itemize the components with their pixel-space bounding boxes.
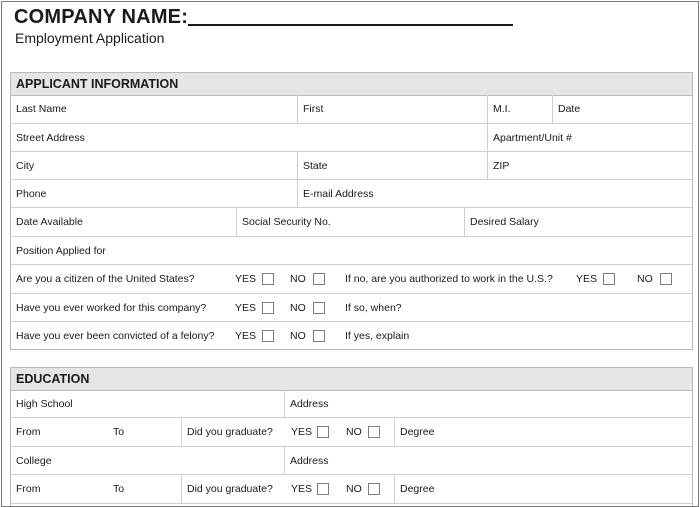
city-row bbox=[11, 152, 692, 180]
contact-row bbox=[11, 180, 692, 208]
high-school-graduate-field bbox=[181, 418, 395, 446]
high-school-degree-label: Degree bbox=[400, 426, 435, 438]
authorized-no-checkbox[interactable] bbox=[660, 273, 672, 285]
date-available-label: Date Available bbox=[16, 216, 83, 228]
education-section bbox=[10, 367, 693, 507]
college-grad-no-label: NO bbox=[346, 483, 362, 495]
worked-question: Have you ever worked for this company? bbox=[16, 302, 207, 314]
first-name-field[interactable] bbox=[297, 95, 488, 123]
high-school-from-field[interactable] bbox=[11, 418, 106, 446]
high-school-degree-field[interactable] bbox=[394, 418, 693, 446]
date-available-field[interactable] bbox=[11, 208, 236, 236]
high-school-label: High School bbox=[16, 398, 73, 410]
citizen-yes-checkbox[interactable] bbox=[262, 273, 274, 285]
apartment-label: Apartment/Unit # bbox=[493, 132, 572, 144]
education-section-title: EDUCATION bbox=[16, 372, 90, 386]
applicant-section-header bbox=[11, 73, 692, 96]
college-to-field[interactable] bbox=[106, 475, 181, 503]
zip-label: ZIP bbox=[493, 160, 510, 172]
authorized-no-label: NO bbox=[637, 273, 653, 285]
date-label: Date bbox=[558, 103, 581, 115]
first-name-label: First bbox=[303, 103, 324, 115]
state-field[interactable] bbox=[297, 152, 488, 179]
citizen-row bbox=[11, 265, 692, 294]
college-graduate-field bbox=[181, 475, 395, 503]
high-school-to-label: To bbox=[113, 426, 125, 438]
citizen-no-label: NO bbox=[290, 273, 306, 285]
desired-salary-field[interactable] bbox=[464, 208, 693, 236]
last-name-label: Last Name bbox=[16, 103, 67, 115]
college-field[interactable] bbox=[11, 447, 284, 474]
citizen-yes-label: YES bbox=[235, 273, 257, 285]
position-field[interactable] bbox=[11, 237, 692, 264]
high-school-grad-yes-checkbox[interactable] bbox=[317, 426, 329, 438]
name-row bbox=[11, 95, 692, 124]
felony-yes-label: YES bbox=[235, 330, 257, 342]
authorized-yes-label: YES bbox=[576, 273, 598, 285]
high-school-dates-row bbox=[11, 418, 692, 447]
college-from-field[interactable] bbox=[11, 475, 106, 503]
college-from-label: From bbox=[16, 483, 41, 495]
high-school-grad-no-checkbox[interactable] bbox=[368, 426, 380, 438]
company-name-field[interactable] bbox=[188, 24, 513, 26]
position-row bbox=[11, 237, 692, 265]
when-question: If so, when? bbox=[345, 302, 402, 314]
college-to-label: To bbox=[113, 483, 125, 495]
apartment-field[interactable] bbox=[487, 124, 693, 151]
desired-salary-label: Desired Salary bbox=[470, 216, 539, 228]
application-form bbox=[1, 1, 699, 507]
college-degree-label: Degree bbox=[400, 483, 435, 495]
high-school-grad-no-label: NO bbox=[346, 426, 362, 438]
state-label: State bbox=[303, 160, 328, 172]
felony-yes-checkbox[interactable] bbox=[262, 330, 274, 342]
college-degree-field[interactable] bbox=[394, 475, 693, 503]
college-address-field[interactable] bbox=[284, 447, 693, 474]
position-label: Position Applied for bbox=[16, 245, 106, 257]
worked-row bbox=[11, 294, 692, 322]
applicant-information-section bbox=[10, 72, 693, 350]
high-school-to-field[interactable] bbox=[106, 418, 181, 446]
address-row bbox=[11, 124, 692, 152]
high-school-address-field[interactable] bbox=[284, 390, 693, 417]
felony-row bbox=[11, 322, 692, 349]
worked-yes-label: YES bbox=[235, 302, 257, 314]
last-name-field[interactable] bbox=[11, 95, 297, 123]
middle-initial-field[interactable] bbox=[487, 95, 553, 123]
phone-field[interactable] bbox=[11, 180, 297, 207]
middle-initial-label: M.I. bbox=[493, 103, 511, 115]
college-grad-no-checkbox[interactable] bbox=[368, 483, 380, 495]
explain-question: If yes, explain bbox=[345, 330, 410, 342]
felony-no-checkbox[interactable] bbox=[313, 330, 325, 342]
college-address-label: Address bbox=[290, 455, 329, 467]
college-row bbox=[11, 447, 692, 475]
felony-question: Have you ever been convicted of a felony? bbox=[16, 330, 215, 342]
phone-label: Phone bbox=[16, 188, 47, 200]
zip-field[interactable] bbox=[487, 152, 693, 179]
authorized-question: If no, are you authorized to work in the U.S.? bbox=[345, 273, 553, 285]
ssn-label: Social Security No. bbox=[242, 216, 331, 228]
applicant-section-title: APPLICANT INFORMATION bbox=[16, 77, 179, 91]
availability-row bbox=[11, 208, 692, 237]
college-dates-row bbox=[11, 475, 692, 504]
high-school-field[interactable] bbox=[11, 390, 284, 417]
street-address-field[interactable] bbox=[11, 124, 487, 151]
ssn-field[interactable] bbox=[236, 208, 465, 236]
college-graduate-question: Did you graduate? bbox=[187, 483, 273, 495]
high-school-address-label: Address bbox=[290, 398, 329, 410]
form-subtitle: Employment Application bbox=[15, 30, 165, 46]
worked-yes-checkbox[interactable] bbox=[262, 302, 274, 314]
high-school-from-label: From bbox=[16, 426, 41, 438]
email-label: E-mail Address bbox=[303, 188, 374, 200]
authorized-yes-checkbox[interactable] bbox=[603, 273, 615, 285]
high-school-grad-yes-label: YES bbox=[291, 426, 313, 438]
high-school-graduate-question: Did you graduate? bbox=[187, 426, 273, 438]
college-grad-yes-checkbox[interactable] bbox=[317, 483, 329, 495]
worked-no-label: NO bbox=[290, 302, 306, 314]
college-label: College bbox=[16, 455, 52, 467]
high-school-row bbox=[11, 390, 692, 418]
felony-no-label: NO bbox=[290, 330, 306, 342]
worked-no-checkbox[interactable] bbox=[313, 302, 325, 314]
citizen-no-checkbox[interactable] bbox=[313, 273, 325, 285]
citizen-question: Are you a citizen of the United States? bbox=[16, 273, 195, 285]
street-address-label: Street Address bbox=[16, 132, 85, 144]
email-field[interactable] bbox=[297, 180, 693, 207]
college-grad-yes-label: YES bbox=[291, 483, 313, 495]
date-field[interactable] bbox=[552, 95, 693, 123]
education-section-header bbox=[11, 368, 692, 391]
company-name-label: COMPANY NAME: bbox=[14, 6, 189, 28]
city-field[interactable] bbox=[11, 152, 297, 179]
city-label: City bbox=[16, 160, 35, 172]
